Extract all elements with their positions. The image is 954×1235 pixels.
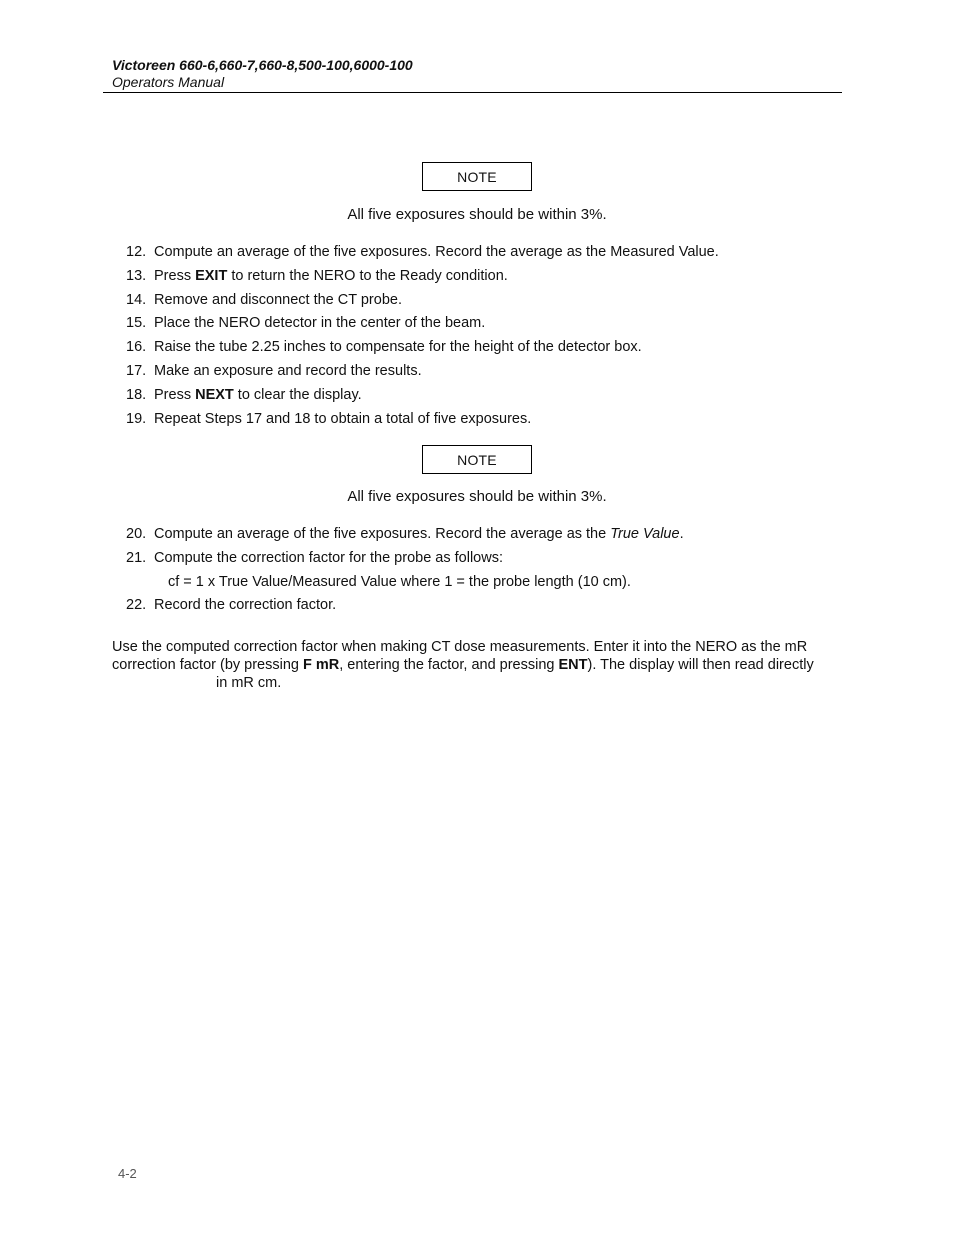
note-label-box: NOTE xyxy=(422,162,532,191)
header-divider xyxy=(103,92,842,93)
manual-title: Victoreen 660-6,660-7,660-8,500-100,6000-100 xyxy=(112,57,413,73)
note-text: All five exposures should be within 3%. xyxy=(347,206,607,223)
note-label-box: NOTE xyxy=(422,445,532,474)
page-number: 4-2 xyxy=(118,1166,137,1181)
usage-paragraph: Use the computed correction factor when making CT dose measurements. Enter it into the NERO as the mR correction factor (by pressing F mR, entering the factor, and pressing ENT). The display will then read directlyin mR cm. xyxy=(112,639,814,691)
note-text: All five exposures should be within 3%. xyxy=(347,488,607,505)
manual-subtitle: Operators Manual xyxy=(112,74,225,90)
page-header xyxy=(112,57,842,91)
